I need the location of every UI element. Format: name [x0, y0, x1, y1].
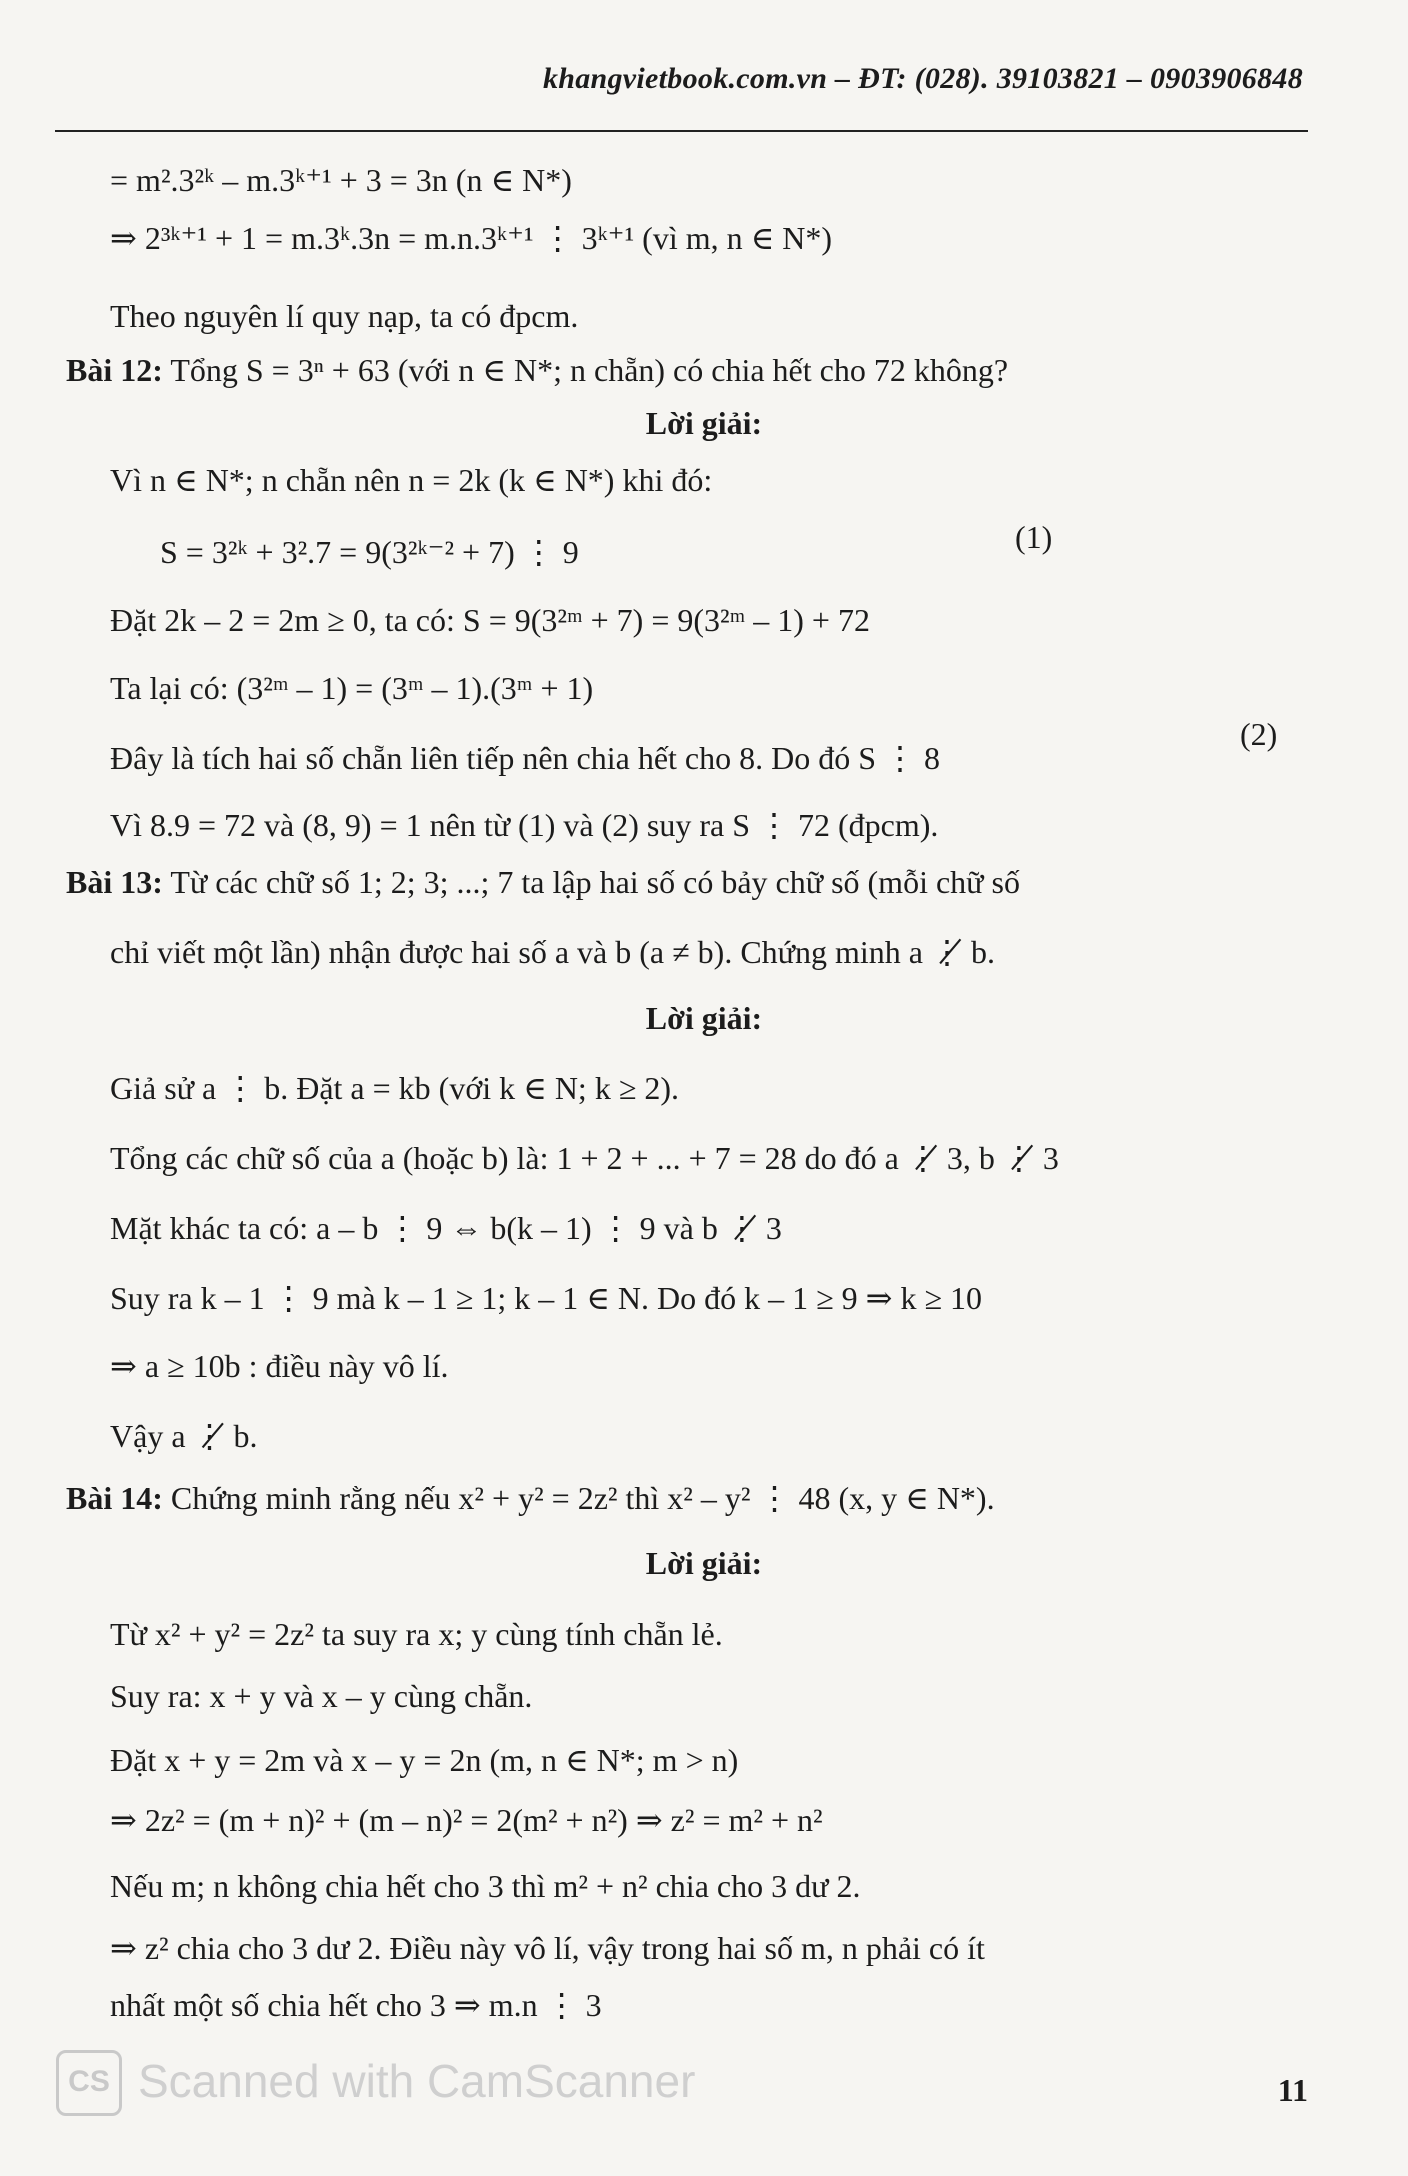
text-line: Theo nguyên lí quy nạp, ta có đpcm.	[110, 298, 579, 334]
solution-heading: Lời giải:	[645, 1000, 763, 1036]
header-rule	[55, 130, 1308, 132]
text-line: ⇒ 2z² = (m + n)² + (m – n)² = 2(m² + n²) ⇒ z² = m² + n²	[110, 1802, 823, 1838]
text-line: ⇒ z² chia cho 3 dư 2. Điều này vô lí, vậy trong hai số m, n phải có ít	[110, 1930, 985, 1966]
page-number: 11	[1277, 2072, 1308, 2108]
exercise-statement: Tổng S = 3ⁿ + 63 (với n ∈ N*; n chẵn) có chia hết cho 72 không?	[162, 352, 1009, 388]
exercise-label: Bài 13:	[66, 864, 163, 900]
text-line: Đặt x + y = 2m và x – y = 2n (m, n ∈ N*; m > n)	[110, 1742, 739, 1778]
text-line: Vì n ∈ N*; n chẵn nên n = 2k (k ∈ N*) khi đó:	[110, 462, 713, 498]
camscanner-logo: CS	[56, 2050, 122, 2116]
page-header: khangvietbook.com.vn – ĐT: (028). 39103821 – 0903906848	[542, 62, 1303, 95]
text-line: Suy ra k – 1 ⋮ 9 mà k – 1 ≥ 1; k – 1 ∈ N. Do đó k – 1 ≥ 9 ⇒ k ≥ 10	[110, 1280, 983, 1316]
exercise-12	[66, 350, 1008, 390]
text-line: Nếu m; n không chia hết cho 3 thì m² + n² chia cho 3 dư 2.	[110, 1868, 861, 1904]
text-line: Suy ra: x + y và x – y cùng chẵn.	[110, 1678, 533, 1714]
scanner-watermark: Scanned with CamScanner	[138, 2055, 696, 2107]
text-line: Vậy a ⋮̸ b.	[110, 1418, 258, 1454]
exercise-statement: Từ các chữ số 1; 2; 3; ...; 7 ta lập hai số có bảy chữ số (mỗi chữ số	[162, 864, 1020, 900]
equation-number: (1)	[1015, 519, 1053, 555]
text-line: Ta lại có: (3²ᵐ – 1) = (3ᵐ – 1).(3ᵐ + 1)	[110, 670, 594, 706]
text-line: ⇒ 2³ᵏ⁺¹ + 1 = m.3ᵏ.3n = m.n.3ᵏ⁺¹ ⋮ 3ᵏ⁺¹ (vì m, n ∈ N*)	[110, 220, 833, 256]
text-line: chỉ viết một lần) nhận được hai số a và b (a ≠ b). Chứng minh a ⋮̸ b.	[110, 934, 995, 970]
text-line: Từ x² + y² = 2z² ta suy ra x; y cùng tính chẵn lẻ.	[110, 1616, 723, 1652]
text-line: Vì 8.9 = 72 và (8, 9) = 1 nên từ (1) và (2) suy ra S ⋮ 72 (đpcm).	[110, 807, 939, 843]
solution-heading: Lời giải:	[645, 1545, 763, 1581]
equation-number: (2)	[1240, 716, 1278, 752]
solution-heading: Lời giải:	[645, 405, 763, 441]
text-line: Mặt khác ta có: a – b ⋮ 9 ⇔ b(k – 1) ⋮ 9 và b ⋮̸ 3	[110, 1210, 782, 1246]
text-line: Giả sử a ⋮ b. Đặt a = kb (với k ∈ N; k ≥ 2).	[110, 1070, 680, 1106]
exercise-label: Bài 12:	[66, 352, 163, 388]
exercise-13	[66, 862, 1020, 902]
exercise-label: Bài 14:	[66, 1480, 163, 1516]
text-line: ⇒ a ≥ 10b : điều này vô lí.	[110, 1348, 449, 1384]
exercise-14	[66, 1478, 995, 1518]
text-line: = m².3²ᵏ – m.3ᵏ⁺¹ + 3 = 3n (n ∈ N*)	[110, 162, 572, 198]
text-line: Tổng các chữ số của a (hoặc b) là: 1 + 2 + ... + 7 = 28 do đó a ⋮̸ 3, b ⋮̸ 3	[110, 1140, 1059, 1176]
exercise-statement: Chứng minh rằng nếu x² + y² = 2z² thì x² – y² ⋮ 48 (x, y ∈ N*).	[162, 1480, 995, 1516]
text-line: Đây là tích hai số chẵn liên tiếp nên chia hết cho 8. Do đó S ⋮ 8	[110, 740, 941, 776]
text-line: Đặt 2k – 2 = 2m ≥ 0, ta có: S = 9(3²ᵐ + 7) = 9(3²ᵐ – 1) + 72	[110, 602, 870, 638]
text-line: nhất một số chia hết cho 3 ⇒ m.n ⋮ 3	[110, 1987, 602, 2023]
text-line: S = 3²ᵏ + 3².7 = 9(3²ᵏ⁻² + 7) ⋮ 9	[160, 534, 579, 570]
